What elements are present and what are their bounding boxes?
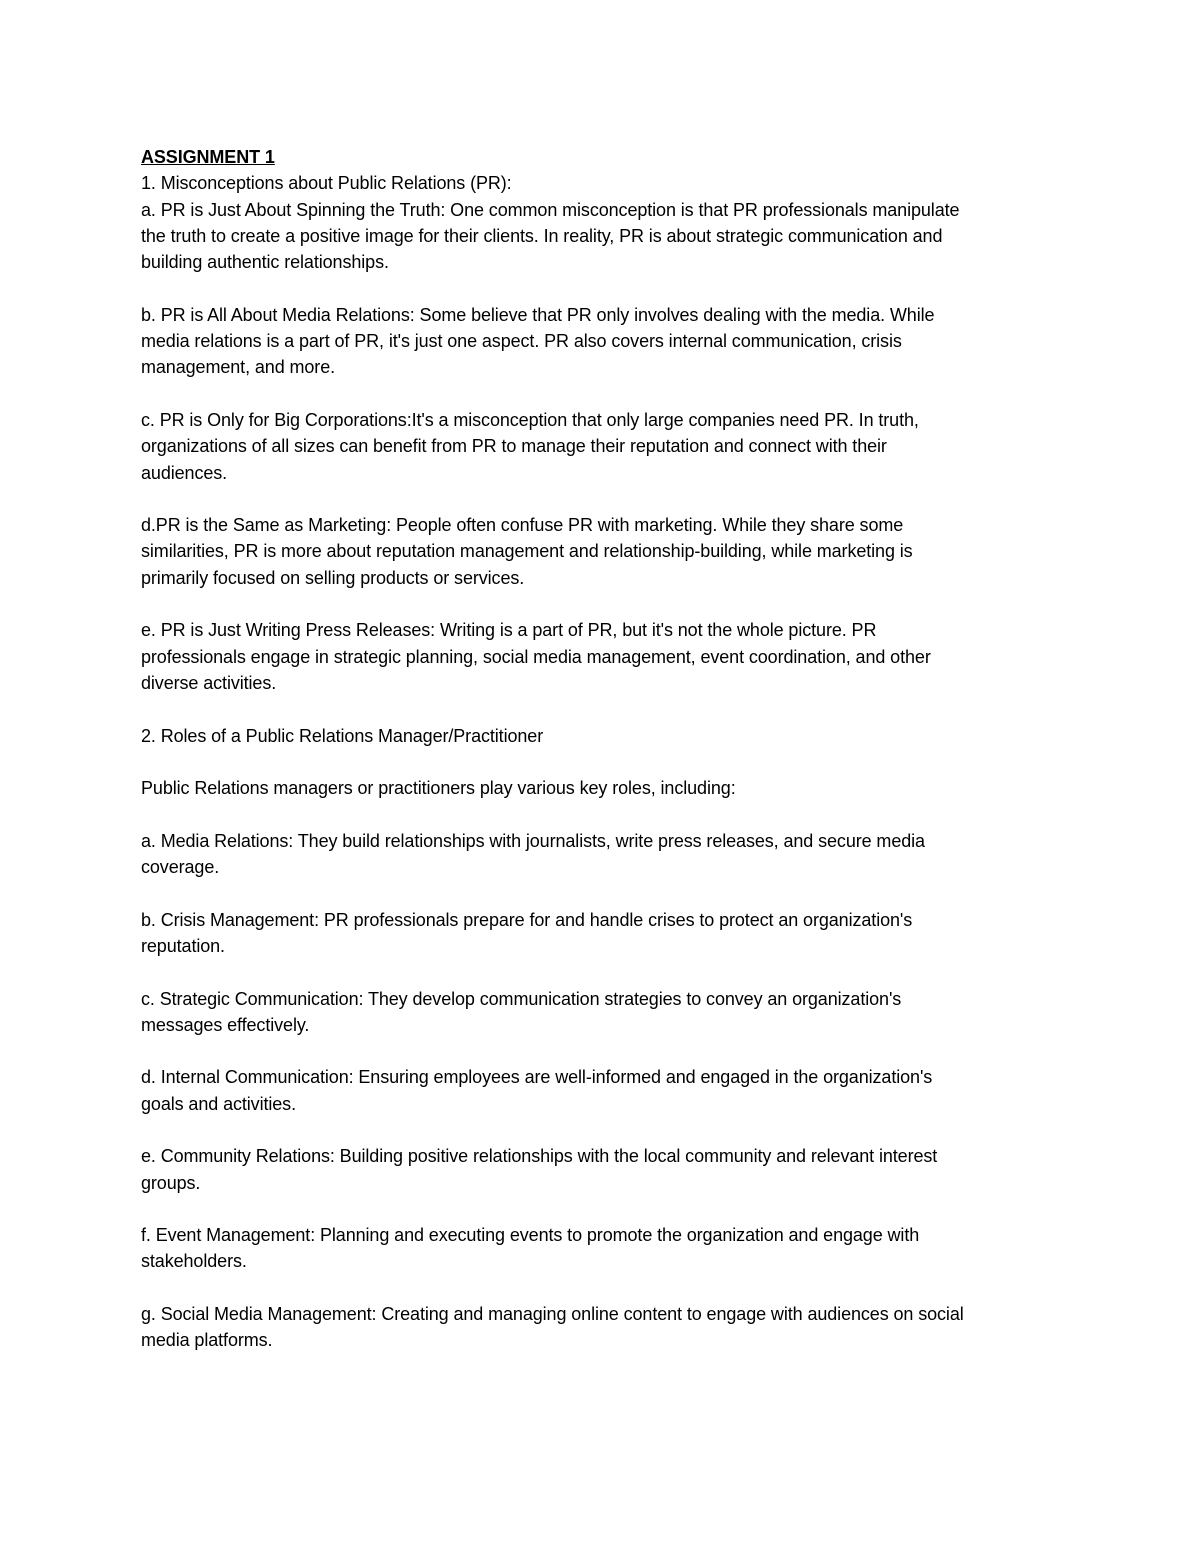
- paragraph-line: organizations of all sizes can benefit from PR to manage their reputation and connect with their: [141, 436, 887, 457]
- paragraph-line: messages effectively.: [141, 1014, 310, 1035]
- paragraph-line: media relations is a part of PR, it's just one aspect. PR also covers internal communication, crisis: [141, 331, 902, 352]
- paragraph-line: f. Event Management: Planning and executing events to promote the organization and engage with: [141, 1225, 920, 1246]
- role-b: [141, 907, 1056, 960]
- paragraph-line: management, and more.: [141, 357, 336, 378]
- paragraph-gap: [141, 486, 1056, 512]
- paragraph-line: d.PR is the Same as Marketing: People often confuse PR with marketing. While they share some: [141, 515, 904, 536]
- role-g: [141, 1301, 1056, 1354]
- paragraph-line: coverage.: [141, 857, 220, 878]
- paragraph-line: b. Crisis Management: PR professionals prepare for and handle crises to protect an organization's: [141, 909, 913, 930]
- paragraph-line: c. Strategic Communication: They develop communication strategies to convey an organization's: [141, 988, 902, 1009]
- paragraph-line: audiences.: [141, 462, 228, 483]
- paragraph-line: a. Media Relations: They build relationships with journalists, write press releases, and secure media: [141, 830, 925, 851]
- role-d: [141, 1064, 1056, 1117]
- paragraph-gap: [141, 591, 1056, 617]
- paragraph-line: groups.: [141, 1172, 201, 1193]
- paragraph-gap: [141, 696, 1056, 722]
- paragraph-line: g. Social Media Management: Creating and managing online content to engage with audiences on social: [141, 1304, 964, 1325]
- paragraph-gap: [141, 749, 1056, 775]
- paragraph-line: reputation.: [141, 935, 225, 956]
- paragraph-gap: [141, 1038, 1056, 1064]
- paragraph-line: c. PR is Only for Big Corporations:It's a misconception that only large companies need PR. In truth,: [141, 409, 919, 430]
- paragraph-line: b. PR is All About Media Relations: Some believe that PR only involves dealing with the media. While: [141, 304, 935, 325]
- role-c: [141, 986, 1056, 1039]
- paragraph-gap: [141, 1117, 1056, 1143]
- section-2-heading: 2. Roles of a Public Relations Manager/Practitioner: [141, 725, 544, 746]
- paragraph-gap: [141, 959, 1056, 985]
- paragraph-gap: [141, 275, 1056, 301]
- role-a: [141, 828, 1056, 881]
- misconception-a: [141, 197, 1056, 276]
- paragraph-line: e. Community Relations: Building positive relationships with the local community and relevant interest: [141, 1146, 938, 1167]
- paragraph-line: building authentic relationships.: [141, 252, 389, 273]
- document-body: [141, 144, 1056, 1354]
- misconception-d: [141, 512, 1056, 591]
- misconception-c: [141, 407, 1056, 486]
- paragraph-gap: [141, 1275, 1056, 1301]
- misconception-b: [141, 302, 1056, 381]
- misconception-e: [141, 617, 1056, 696]
- paragraph-line: e. PR is Just Writing Press Releases: Writing is a part of PR, but it's not the whole picture. PR: [141, 620, 877, 641]
- paragraph-gap: [141, 801, 1056, 827]
- paragraph-gap: [141, 381, 1056, 407]
- paragraph-line: stakeholders.: [141, 1251, 247, 1272]
- paragraph-line: d. Internal Communication: Ensuring employees are well-informed and engaged in the organization's: [141, 1067, 933, 1088]
- paragraph-line: diverse activities.: [141, 672, 277, 693]
- paragraph-gap: [141, 1196, 1056, 1222]
- paragraph-line: a. PR is Just About Spinning the Truth: One common misconception is that PR professionals manipulate: [141, 199, 960, 220]
- section-1-heading: 1. Misconceptions about Public Relations (PR):: [141, 173, 512, 194]
- role-f: [141, 1222, 1056, 1275]
- section-2-intro: Public Relations managers or practitioners play various key roles, including:: [141, 778, 736, 799]
- role-e: [141, 1143, 1056, 1196]
- paragraph-line: primarily focused on selling products or services.: [141, 567, 525, 588]
- paragraph-gap: [141, 880, 1056, 906]
- paragraph-line: media platforms.: [141, 1330, 273, 1351]
- document-title: ASSIGNMENT 1: [141, 147, 275, 167]
- paragraph-line: similarities, PR is more about reputation management and relationship-building, while marketing is: [141, 541, 913, 562]
- paragraph-line: the truth to create a positive image for their clients. In reality, PR is about strategic communication and: [141, 225, 943, 246]
- paragraph-line: goals and activities.: [141, 1093, 296, 1114]
- paragraph-line: professionals engage in strategic planning, social media management, event coordination, and other: [141, 646, 931, 667]
